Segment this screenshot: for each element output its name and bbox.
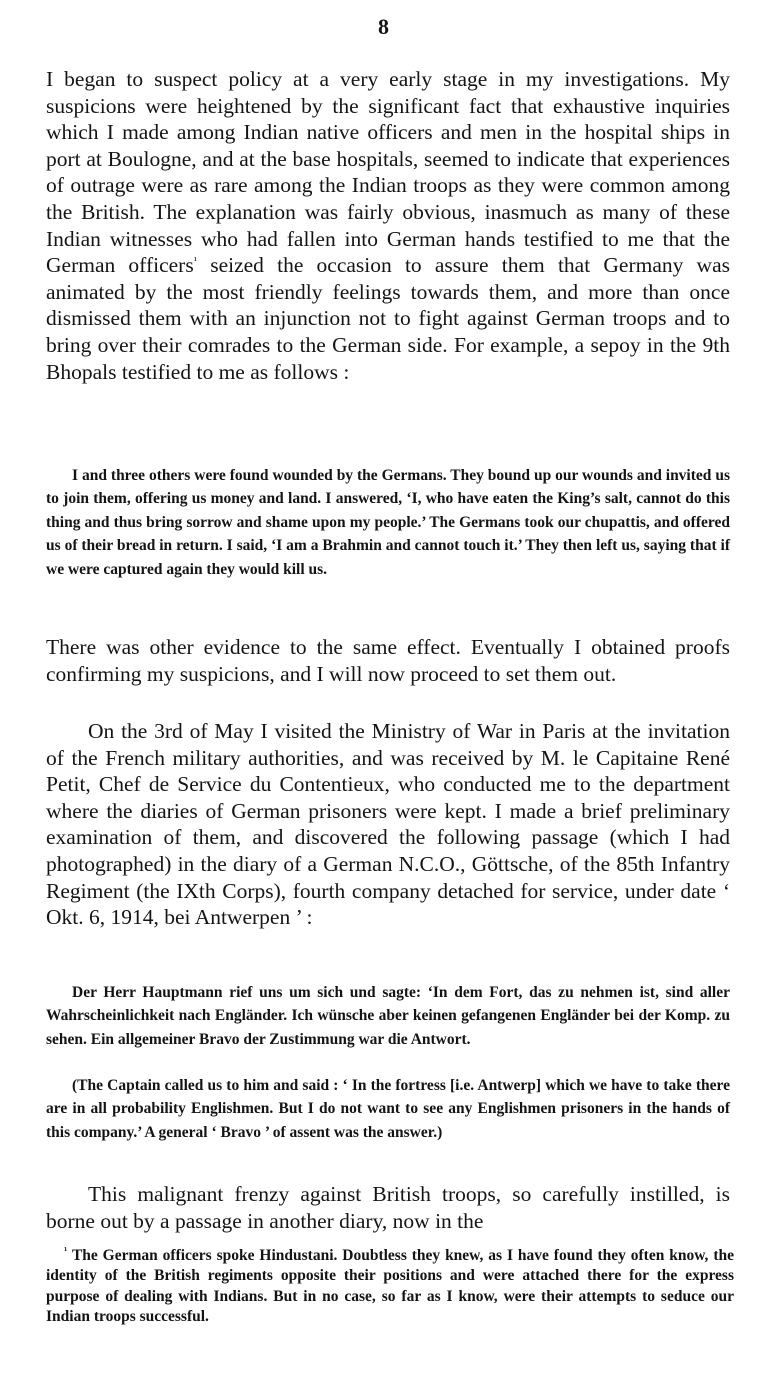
paragraph-1-continuation: seized the occasion to assure them that Germany was animated by the most friendly feelings towards them, and more than once dismissed them with an injunction not to fight against German troops and to bring over their comrades to the German side. For example, a sepoy in the 9th Bhopals testified to me as follows : [46, 253, 730, 384]
footnote [46, 1246, 734, 1327]
paragraph-4 [46, 1181, 730, 1234]
page-number: 8 [378, 14, 389, 39]
block-quote-sepoy [46, 464, 730, 581]
paragraph-2-text: There was other evidence to the same effect. Eventually I obtained proofs confirming my suspicions, and I will now proceed to set them out. [46, 635, 730, 686]
paragraph-3 [46, 718, 730, 931]
block-quote-german [46, 981, 730, 1051]
block-quote-translation [46, 1074, 730, 1144]
footnote-marker: ¹ [193, 255, 198, 267]
quote-translation-text: (The Captain called us to him and said : ‘ In the fortress [i.e. Antwerp] which we have to take there are in all probability Englishmen. But I do not want to see any Englishmen prisoners in the hands of this company.’ A general ‘ Bravo ’ of assent was the answer.) [46, 1077, 730, 1141]
quote-sepoy-text: I and three others were found wounded by the Germans. They bound up our wounds and invited us to join them, offering us money and land. I answered, ‘I, who have eaten the King’s salt, cannot do this thing and thus bring sorrow and shame upon my people.’ The Germans took our chupattis, and offered us of their bread in return. I said, ‘I am a Brahmin and cannot touch it.’ They then left us, saying that if we were captured again they would kill us. [46, 467, 730, 578]
quote-german-text: Der Herr Hauptmann rief uns um sich und sagte: ‘In dem Fort, das zu nehmen ist, sind aller Wahrscheinlichkeit nach Engländer. Ich wünsche aber keinen gefangenen Engländer bei der Komp. zu sehen. Ein allgemeiner Bravo der Zustimmung war die Antwort. [46, 984, 730, 1048]
paragraph-2 [46, 634, 730, 687]
paragraph-4-text: This malignant frenzy against British troops, so carefully instilled, is borne out by a passage in another diary, now in the [46, 1182, 730, 1233]
footnote-ref-marker: ¹ [64, 1244, 68, 1257]
paragraph-3-text: On the 3rd of May I visited the Ministry of War in Paris at the invitation of the French military authorities, and was received by M. le Capitaine René Petit, Chef de Service du Contentieux, who conducted me to the department where the diaries of German prisoners were kept. I made a brief preliminary examination of them, and discovered the following passage (which I had photographed) in the diary of a German N.C.O., Göttsche, of the 85th Infantry Regiment (the IXth Corps), fourth company detached for service, under date ‘ Okt. 6, 1914, bei Antwerpen ’ : [46, 719, 730, 930]
footnote-text: The German officers spoke Hindustani. Doubtless they knew, as I have found they often know, the identity of the British regiments opposite their positions and were attached there for the express purpose of dealing with Indians. But in no case, so far as I know, were their attempts to seduce our Indian troops successful. [46, 1247, 734, 1325]
paragraph-1-text: I began to suspect policy at a very early stage in my investigations. My suspicions were heightened by the significant fact that exhaustive inquiries which I made among Indian native officers and men in the hospital ships in port at Boulogne, and at the base hospitals, seemed to indicate that experiences of outrage were as rare among the Indian troops as they were common among the British. The explanation was fairly obvious, inasmuch as many of these Indian witnesses who had fallen into German hands testified to me that the German officers [46, 67, 730, 278]
paragraph-1 [46, 66, 730, 385]
